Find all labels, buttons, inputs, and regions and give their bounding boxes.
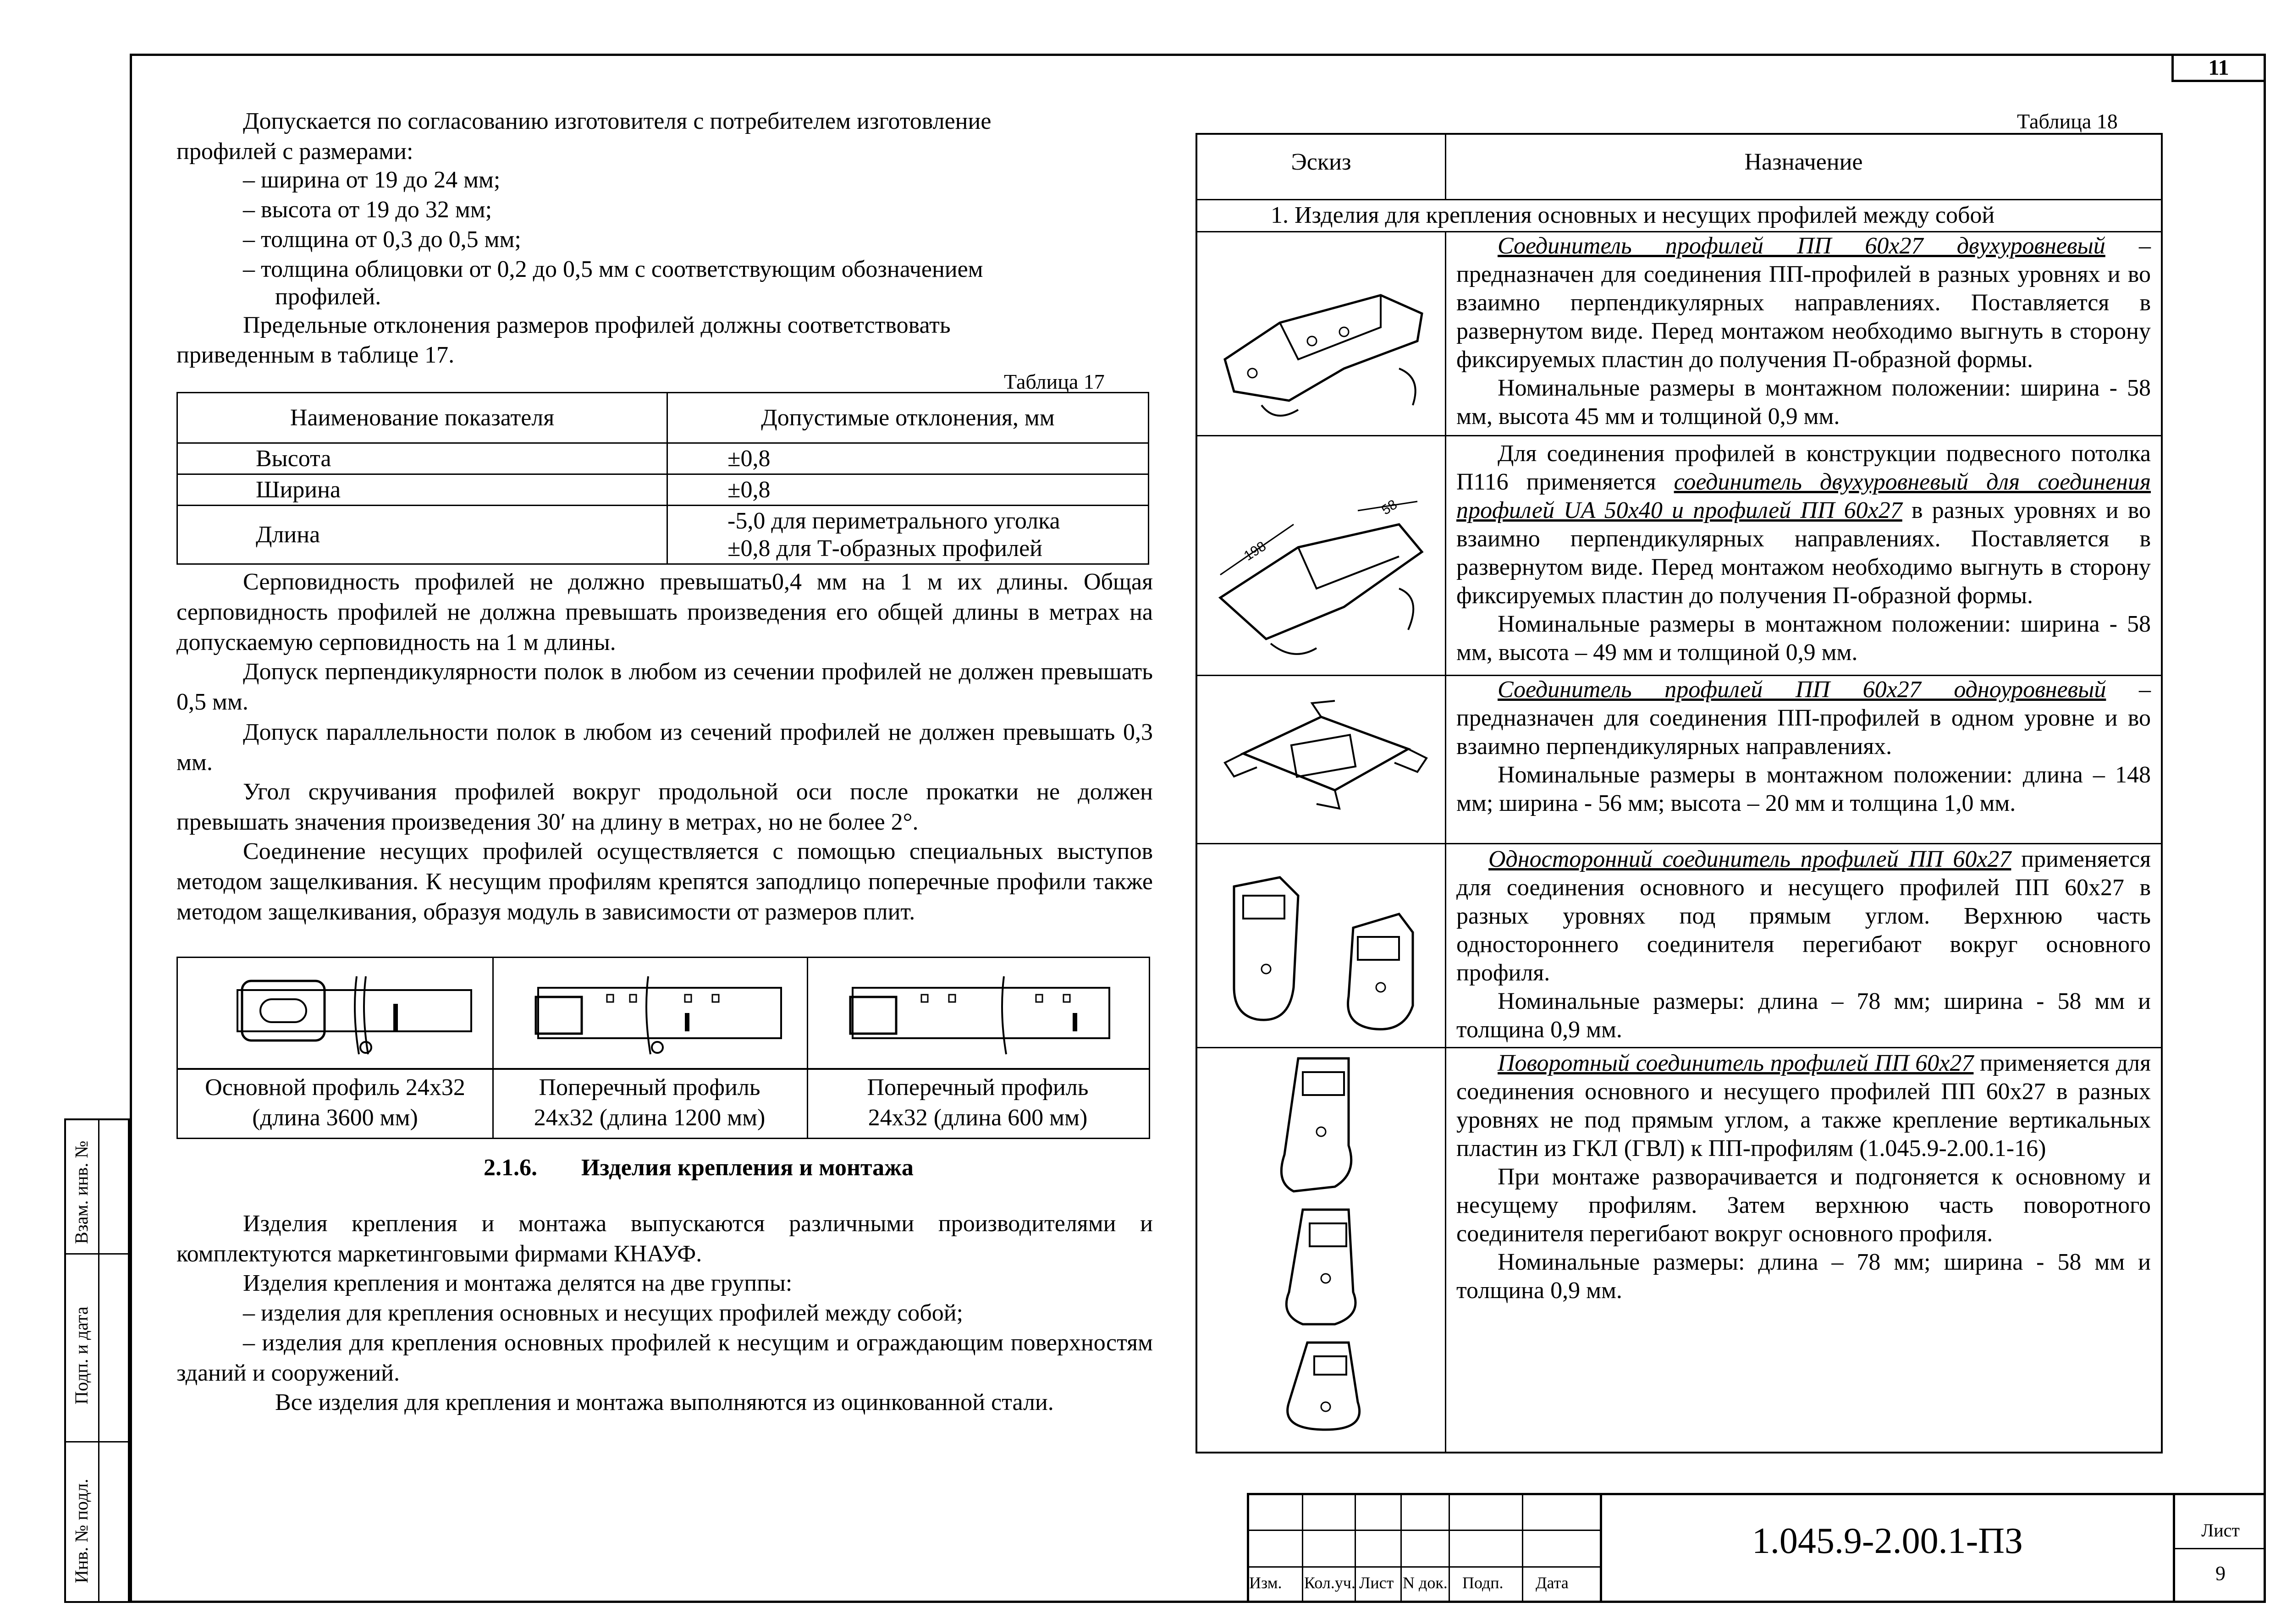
paragraph-4: Допуск перпендикулярности полок в любом из сечении профилей не должен превышать 0,5 мм. xyxy=(176,659,1153,715)
side-stamp xyxy=(64,1118,130,1603)
paragraph-1-cont: профилей с размерами: xyxy=(176,138,413,165)
bullet-width: – ширина от 19 до 24 мм; xyxy=(243,167,501,193)
cross-profile-1200-drawing xyxy=(492,963,804,1073)
stamp-grid-line xyxy=(1247,1566,1600,1568)
t18-header-purpose: Назначение xyxy=(1744,149,1863,175)
t18-row1-desc: – предназначен для соединения ПП-профилей в разных уровнях и во взаимно перпендикулярных направлениях. Поставляется в развернутом виде. Перед монтажом необходимо выгнуть в сторону фиксируемых пластин до получения П-образной формы. xyxy=(1456,233,2151,373)
document-code: 1.045.9-2.00.1-ПЗ xyxy=(1752,1521,2023,1561)
section-heading xyxy=(484,1154,914,1181)
t18-row2-title: соединитель двухуровневый для соединения профилей UA 50х40 и профилей ПП 60х27 xyxy=(1456,469,2151,523)
profile-caption-line: Поперечный профиль xyxy=(867,1074,1089,1101)
side-grid-line xyxy=(98,1120,99,1601)
ua-connector-sketch xyxy=(1207,483,1436,676)
profiles-figure xyxy=(176,957,1150,1139)
t17-value-line: ±0,8 для Т-образных профилей xyxy=(727,535,1042,562)
paragraph-2: Предельные отклонения размеров профилей должны соответствовать xyxy=(243,312,951,338)
t18-header-sketch: Эскиз xyxy=(1291,149,1351,175)
profile-caption xyxy=(178,1073,492,1133)
cross-profile-600-drawing xyxy=(807,963,1146,1073)
t18-row3-title: Соединитель профилей ПП 60х27 одноуровневый xyxy=(1498,677,2106,703)
bullet-cladding: – толщина облицовки от 0,2 до 0,5 мм с соответствующим обозначением xyxy=(243,256,983,282)
stamp-grid-line xyxy=(1449,1493,1450,1603)
stamp-grid-line xyxy=(1302,1493,1303,1603)
side-vzam: Взам. инв. № xyxy=(71,1140,92,1244)
t18-row1-text xyxy=(1456,232,2151,431)
paragraph-10: – изделия для крепления основных и несущих профилей между собой; xyxy=(243,1300,963,1326)
stamp-grid-line xyxy=(2173,1548,2266,1549)
stamp-col-izm: Изм. xyxy=(1249,1574,1282,1592)
table18-caption: Таблица 18 xyxy=(2017,110,2118,133)
dim-label: 198 xyxy=(1241,538,1269,564)
t18-row2-text xyxy=(1456,440,2151,667)
t17-row-name: Высота xyxy=(177,443,667,474)
stamp-col-podp: Подп. xyxy=(1462,1574,1504,1592)
stamp-grid-line xyxy=(1522,1493,1523,1603)
table-18 xyxy=(1196,133,2163,1453)
stamp-grid-line xyxy=(1400,1493,1402,1603)
t17-row-value: ±0,8 xyxy=(667,443,1149,474)
section-title: Изделия крепления и монтажа xyxy=(581,1155,914,1181)
t18-row2-text-a: Для соединения профилей в конструкции подвесного потолка П116 применяется xyxy=(1456,440,2151,495)
t18-row5-dims: Номинальные размеры: длина – 78 мм; ширина - 58 мм и толщина 0,9 мм. xyxy=(1456,1249,2151,1304)
paragraph-8: Изделия крепления и монтажа выпускаются различными производителями и комплектуются маркетинговыми фирмами КНАУФ. xyxy=(176,1211,1153,1267)
stamp-border xyxy=(1247,1493,2266,1495)
t18-row4-desc: применяется для соединения основного и несущего профилей ПП 60х27 в разных уровнях под прямым углом. Верхнюю часть одностороннего соединителя перегибают вокруг основного профиля. xyxy=(1456,846,2151,986)
t18-row4-text xyxy=(1456,845,2151,1044)
profile-caption-line: (длина 3600 мм) xyxy=(252,1105,418,1131)
profile-cell-cross-1200 xyxy=(492,958,808,1138)
paragraph-2-cont: приведенным в таблице 17. xyxy=(176,342,455,368)
t18-row5-title: Поворотный соединитель профилей ПП 60х27 xyxy=(1498,1050,1974,1076)
t17-header-value: Допустимые отклонения, мм xyxy=(667,393,1149,443)
profile-caption xyxy=(807,1073,1149,1133)
paragraph-7: Соединение несущих профилей осуществляется с помощью специальных выступов методом защелкивания. К несущим профилям крепятся заподлицо поперечные профили также методом защелкивания, образуя модуль в зависимости от размеров плит. xyxy=(176,838,1153,925)
t18-row5-desc: применяется для соединения основного и несущего профилей ПП 60х27 в разных уровнях не под прямым углом, а также крепление вертикальных пластин из ГКЛ (ГВЛ) к ПП-профилям (1.045.9-2.00.1-16) xyxy=(1456,1050,2151,1162)
profile-cell-main xyxy=(178,958,494,1138)
stamp-col-kolich: Кол.уч. xyxy=(1304,1574,1355,1592)
t18-row-divider xyxy=(1197,1047,2161,1048)
profile-cell-cross-600 xyxy=(807,958,1149,1138)
t18-row4-dims: Номинальные размеры: длина – 78 мм; ширина - 58 мм и толщина 0,9 мм. xyxy=(1456,988,2151,1043)
t18-row1-dims: Номинальные размеры в монтажном положении: ширина - 58 мм, высота 45 мм и толщиной 0,9 мм. xyxy=(1456,375,2151,429)
bullet-height: – высота от 19 до 32 мм; xyxy=(243,197,492,223)
two-level-connector-sketch xyxy=(1207,254,1436,437)
t18-row3-text xyxy=(1456,676,2151,818)
profile-caption-line: Основной профиль 24х32 xyxy=(205,1074,465,1101)
t18-row5-text xyxy=(1456,1049,2151,1305)
t18-row3-desc: – предназначен для соединения ПП-профилей в одном уровне и во взаимно перпендикулярных направлениях. xyxy=(1456,677,2151,760)
page-number: 11 xyxy=(2208,55,2229,80)
side-inv: Инв. № подл. xyxy=(71,1479,92,1583)
profile-caption-line: 24х32 (длина 1200 мм) xyxy=(534,1105,766,1131)
t18-row1-title: Соединитель профилей ПП 60х27 двухуровневый xyxy=(1498,233,2105,259)
side-grid-line xyxy=(66,1253,128,1255)
page-number-box xyxy=(2171,54,2266,82)
sheet-number: 9 xyxy=(2215,1562,2226,1585)
t17-value-line: -5,0 для периметрального уголка xyxy=(727,507,1060,534)
one-sided-connector-sketch xyxy=(1207,868,1436,1042)
paragraph-1: Допускается по согласованию изготовителя с потребителем изготовление xyxy=(243,108,992,134)
paragraph-5: Допуск параллельности полок в любом из сечений профилей не должен превышать 0,3 мм. xyxy=(176,719,1153,776)
t18-group-title: 1. Изделия для крепления основных и несущих профилей между собой xyxy=(1271,202,1995,228)
bullet-cladding-cont: профилей. xyxy=(275,284,381,310)
paragraph-11: – изделия для крепления основных профилей к несущим и ограждающим поверхностям зданий и сооружений. xyxy=(176,1330,1153,1386)
t17-row-name: Ширина xyxy=(177,474,667,506)
t18-row5-text2: При монтаже разворачивается и подгоняется к основному и несущему профилям. Затем верхнюю часть поворотного соединителя перегибают вокруг основного профиля. xyxy=(1456,1164,2151,1247)
t18-row2-dims: Номинальные размеры в монтажном положении: ширина - 58 мм, высота – 49 мм и толщиной 0,9 мм. xyxy=(1456,611,2151,666)
t18-row-divider xyxy=(1197,199,2161,200)
profile-divider xyxy=(178,1068,492,1070)
bullet-thickness: – толщина от 0,3 до 0,5 мм; xyxy=(243,226,521,253)
stamp-col-ndok: N док. xyxy=(1403,1574,1448,1592)
dim-label: 58 xyxy=(1378,497,1400,518)
profile-divider xyxy=(492,1068,807,1070)
paragraph-12: Все изделия для крепления и монтажа выполняются из оцинкованной стали. xyxy=(275,1389,1054,1415)
profile-caption-line: Поперечный профиль xyxy=(539,1074,760,1101)
stamp-col-list: Лист xyxy=(1359,1574,1394,1592)
section-number: 2.1.6. xyxy=(484,1155,537,1181)
t17-row-name: Длина xyxy=(177,506,667,564)
table17-caption: Таблица 17 xyxy=(1004,370,1105,393)
single-level-connector-sketch xyxy=(1216,699,1431,813)
paragraph-9: Изделия крепления и монтажа делятся на две группы: xyxy=(243,1270,793,1296)
stamp-grid-line xyxy=(1247,1530,1600,1531)
t18-row-divider xyxy=(1197,435,2161,436)
stamp-col-data: Дата xyxy=(1536,1574,1569,1592)
t18-row4-title: Односторонний соединитель профилей ПП 60х27 xyxy=(1488,846,2011,872)
sheet-label: Лист xyxy=(2201,1520,2240,1541)
paragraph-3: Серповидность профилей не должно превышать0,4 мм на 1 м их длины. Общая серповидность профилей не должна превышать произведения его общей длины в метрах на допускаемую серповидность на 1 м длины. xyxy=(176,569,1153,655)
t18-row2-text-b: в разных уровнях и во взаимно перпендикулярных направлениях. Поставляется в развернутом виде. Перед монтажом необходимо выгнуть в сторону фиксируемых пластин до получения П-образной формы. xyxy=(1456,497,2151,609)
profile-divider xyxy=(807,1068,1149,1070)
t18-row-divider xyxy=(1197,843,2161,844)
title-stamp xyxy=(1247,1493,2266,1603)
side-podp: Подп. и дата xyxy=(71,1306,92,1404)
rotary-connector-sketch xyxy=(1252,1054,1399,1439)
t18-row3-dims: Номинальные размеры в монтажном положении: длина – 148 мм; ширина - 56 мм; высота – 20 мм и толщина 1,0 мм. xyxy=(1456,762,2151,816)
profile-caption xyxy=(492,1073,807,1133)
t17-row-value: ±0,8 xyxy=(667,474,1149,506)
profile-caption-line: 24х32 (длина 600 мм) xyxy=(868,1105,1088,1131)
table-17 xyxy=(176,392,1149,565)
main-profile-drawing xyxy=(178,963,490,1073)
t18-col-divider xyxy=(1445,231,1446,1453)
paragraph-6: Угол скручивания профилей вокруг продольной оси после прокатки не должен превышать значения произведения 30′ на длину в метрах, но не более 2°. xyxy=(176,779,1153,835)
t17-row-value xyxy=(667,506,1149,564)
t17-header-name: Наименование показателя xyxy=(177,393,667,443)
side-grid-line xyxy=(66,1441,128,1442)
